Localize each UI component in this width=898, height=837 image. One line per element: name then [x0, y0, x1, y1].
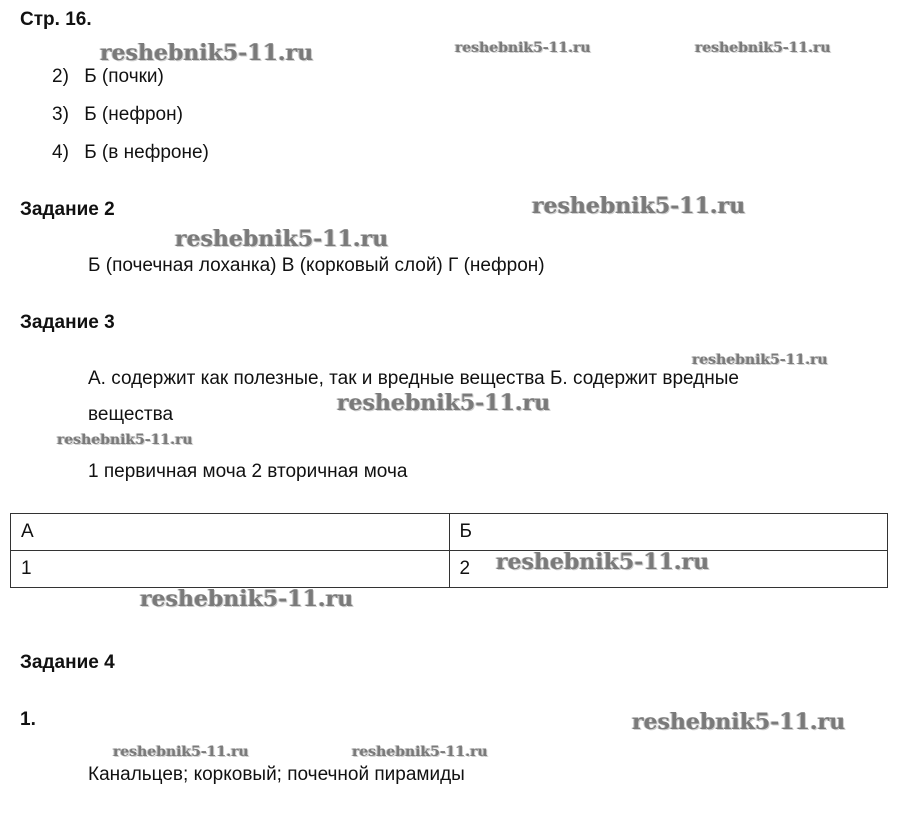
- watermark: reshebnik5-11.ru: [455, 40, 591, 56]
- table-row: [11, 551, 888, 588]
- watermark: reshebnik5-11.ru: [695, 40, 831, 56]
- task2-heading: Задание 2: [20, 199, 115, 220]
- watermark: reshebnik5-11.ru: [352, 744, 488, 760]
- table-header-cell: Б: [449, 514, 888, 551]
- table-cell: 2: [449, 551, 888, 588]
- answer-table: [10, 513, 888, 588]
- table-cell: 1: [11, 551, 450, 588]
- task2-answer: Б (почечная лоханка) В (корковый слой) Г (нефрон): [88, 255, 545, 276]
- watermark: reshebnik5-11.ru: [113, 744, 249, 760]
- page-label: Стр. 16.: [20, 9, 92, 30]
- task4-answer: Канальцев; корковый; почечной пирамиды: [88, 764, 465, 785]
- list-item-text: Б (в нефроне): [84, 142, 209, 163]
- task3-answer-line2: вещества: [88, 404, 174, 425]
- table-header-cell: А: [11, 514, 450, 551]
- list-item: [52, 104, 183, 126]
- task3-heading: Задание 3: [20, 312, 115, 333]
- list-item-number: 2): [52, 66, 69, 87]
- list-item-number: 3): [52, 104, 69, 125]
- watermark: reshebnik5-11.ru: [692, 352, 828, 368]
- watermark: reshebnik5-11.ru: [100, 40, 314, 66]
- list-item-text: Б (нефрон): [84, 104, 183, 125]
- list-item: [52, 66, 164, 88]
- watermark: reshebnik5-11.ru: [57, 432, 193, 448]
- task3-answer-line1: А. содержит как полезные, так и вредные вещества Б. содержит вредные: [88, 368, 739, 389]
- task4-item-number: 1.: [20, 709, 36, 730]
- watermark: reshebnik5-11.ru: [140, 586, 354, 612]
- watermark: reshebnik5-11.ru: [532, 193, 746, 219]
- watermark: reshebnik5-11.ru: [175, 226, 389, 252]
- task3-answer-line3: 1 первичная моча 2 вторичная моча: [88, 461, 408, 482]
- list-item-number: 4): [52, 142, 69, 163]
- list-item: [52, 142, 209, 164]
- task4-heading: Задание 4: [20, 652, 115, 673]
- table-row: [11, 514, 888, 551]
- watermark: reshebnik5-11.ru: [496, 549, 710, 575]
- watermark: reshebnik5-11.ru: [337, 390, 551, 416]
- watermark: reshebnik5-11.ru: [632, 709, 846, 735]
- list-item-text: Б (почки): [84, 66, 164, 87]
